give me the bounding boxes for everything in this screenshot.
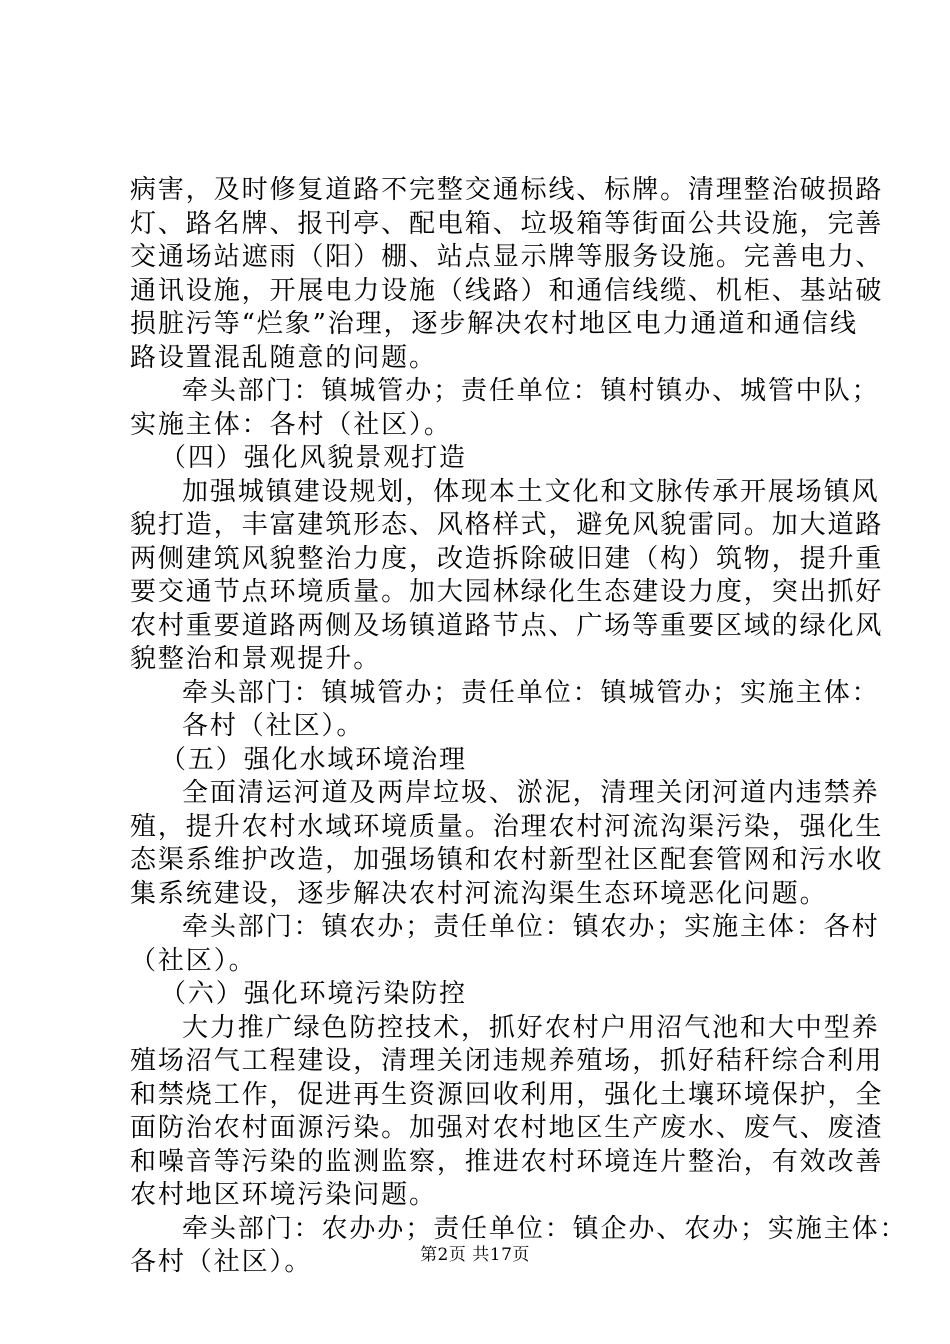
text-line: 农村地区环境污染问题。 [130,1180,437,1210]
text-line: 各村（社区）。 [130,1247,313,1277]
text-line: 各村（社区）。 [182,711,365,741]
text-line: 和禁烧工作，促进再生资源回收利用，强化土壤环境保护，全 [130,1079,884,1110]
text-line: 全面清运河道及两岸垃圾、淤泥，清理关闭河道内违禁养 [182,778,880,808]
text-line: 加强城镇建设规划，体现本土文化和文脉传承开展场镇风 [182,476,880,507]
section-heading: （四）强化风貌景观打造 [160,443,467,473]
text-line: 灯、路名牌、报刊亭、配电箱、垃圾箱等街面公共设施，完善 [130,208,884,239]
text-line: 殖，提升农村水域环境质量。治理农村河流沟渠污染，强化生 [130,811,884,842]
text-line: 农村重要道路两侧及场镇道路节点、广场等重要区域的绿化风 [130,610,884,641]
text-line: 殖场沼气工程建设，清理关闭违规养殖场，抓好秸秆综合利用 [130,1046,884,1076]
text-line: 态渠系维护改造，加强场镇和农村新型社区配套管网和污水收 [130,845,884,875]
document-body [130,174,908,1280]
section-heading: （六）强化环境污染防控 [160,979,467,1009]
page-footer: 第2页 共17页 [420,1245,530,1265]
text-line: 貌整治和景观提升。 [130,644,382,674]
text-line: 交通场站遮雨（阳）棚、站点显示牌等服务设施。完善电力、 [130,242,884,272]
text-line: （社区）。 [130,945,257,976]
text-line: 大力推广绿色防控技术，抓好农村户用沼气池和大中型养 [182,1012,880,1043]
text-line: 牵头部门：镇城管办；责任单位：镇城管办；实施主体： [182,677,880,708]
text-line: 要交通节点环境质量。加大园林绿化生态建设力度，突出抓好 [130,577,884,607]
text-line: 病害，及时修复道路不完整交通标线、标牌。清理整治破损路 [130,175,884,205]
text-line: 面防治农村面源污染。加强对农村地区生产废水、废气、废渣 [130,1113,884,1143]
text-line: 和噪音等污染的监测监察，推进农村环境连片整治，有效改善 [130,1146,884,1177]
text-line: 牵头部门：镇农办；责任单位：镇农办；实施主体：各村 [182,912,880,942]
text-line: 损脏污等“烂象”治理，逐步解决农村地区电力通道和通信线 [130,309,858,339]
text-line: 两侧建筑风貌整治力度，改造拆除破旧建（构）筑物，提升重 [130,543,884,574]
section-heading: （五）强化水域环境治理 [160,744,467,775]
text-line: 牵头部门：农办办；责任单位：镇企办、农办；实施主体： [182,1213,908,1244]
text-line: 通讯设施，开展电力设施（线路）和通信线缆、机柜、基站破 [130,275,884,306]
text-line: 貌打造，丰富建筑形态、风格样式，避免风貌雷同。加大道路 [130,510,884,540]
text-line: 牵头部门：镇城管办；责任单位：镇村镇办、城管中队； [182,376,880,406]
text-line: 实施主体：各村（社区）。 [130,409,452,440]
text-line: 集系统建设，逐步解决农村河流沟渠生态环境恶化问题。 [130,878,828,909]
text-line: 路设置混乱随意的问题。 [130,342,437,373]
